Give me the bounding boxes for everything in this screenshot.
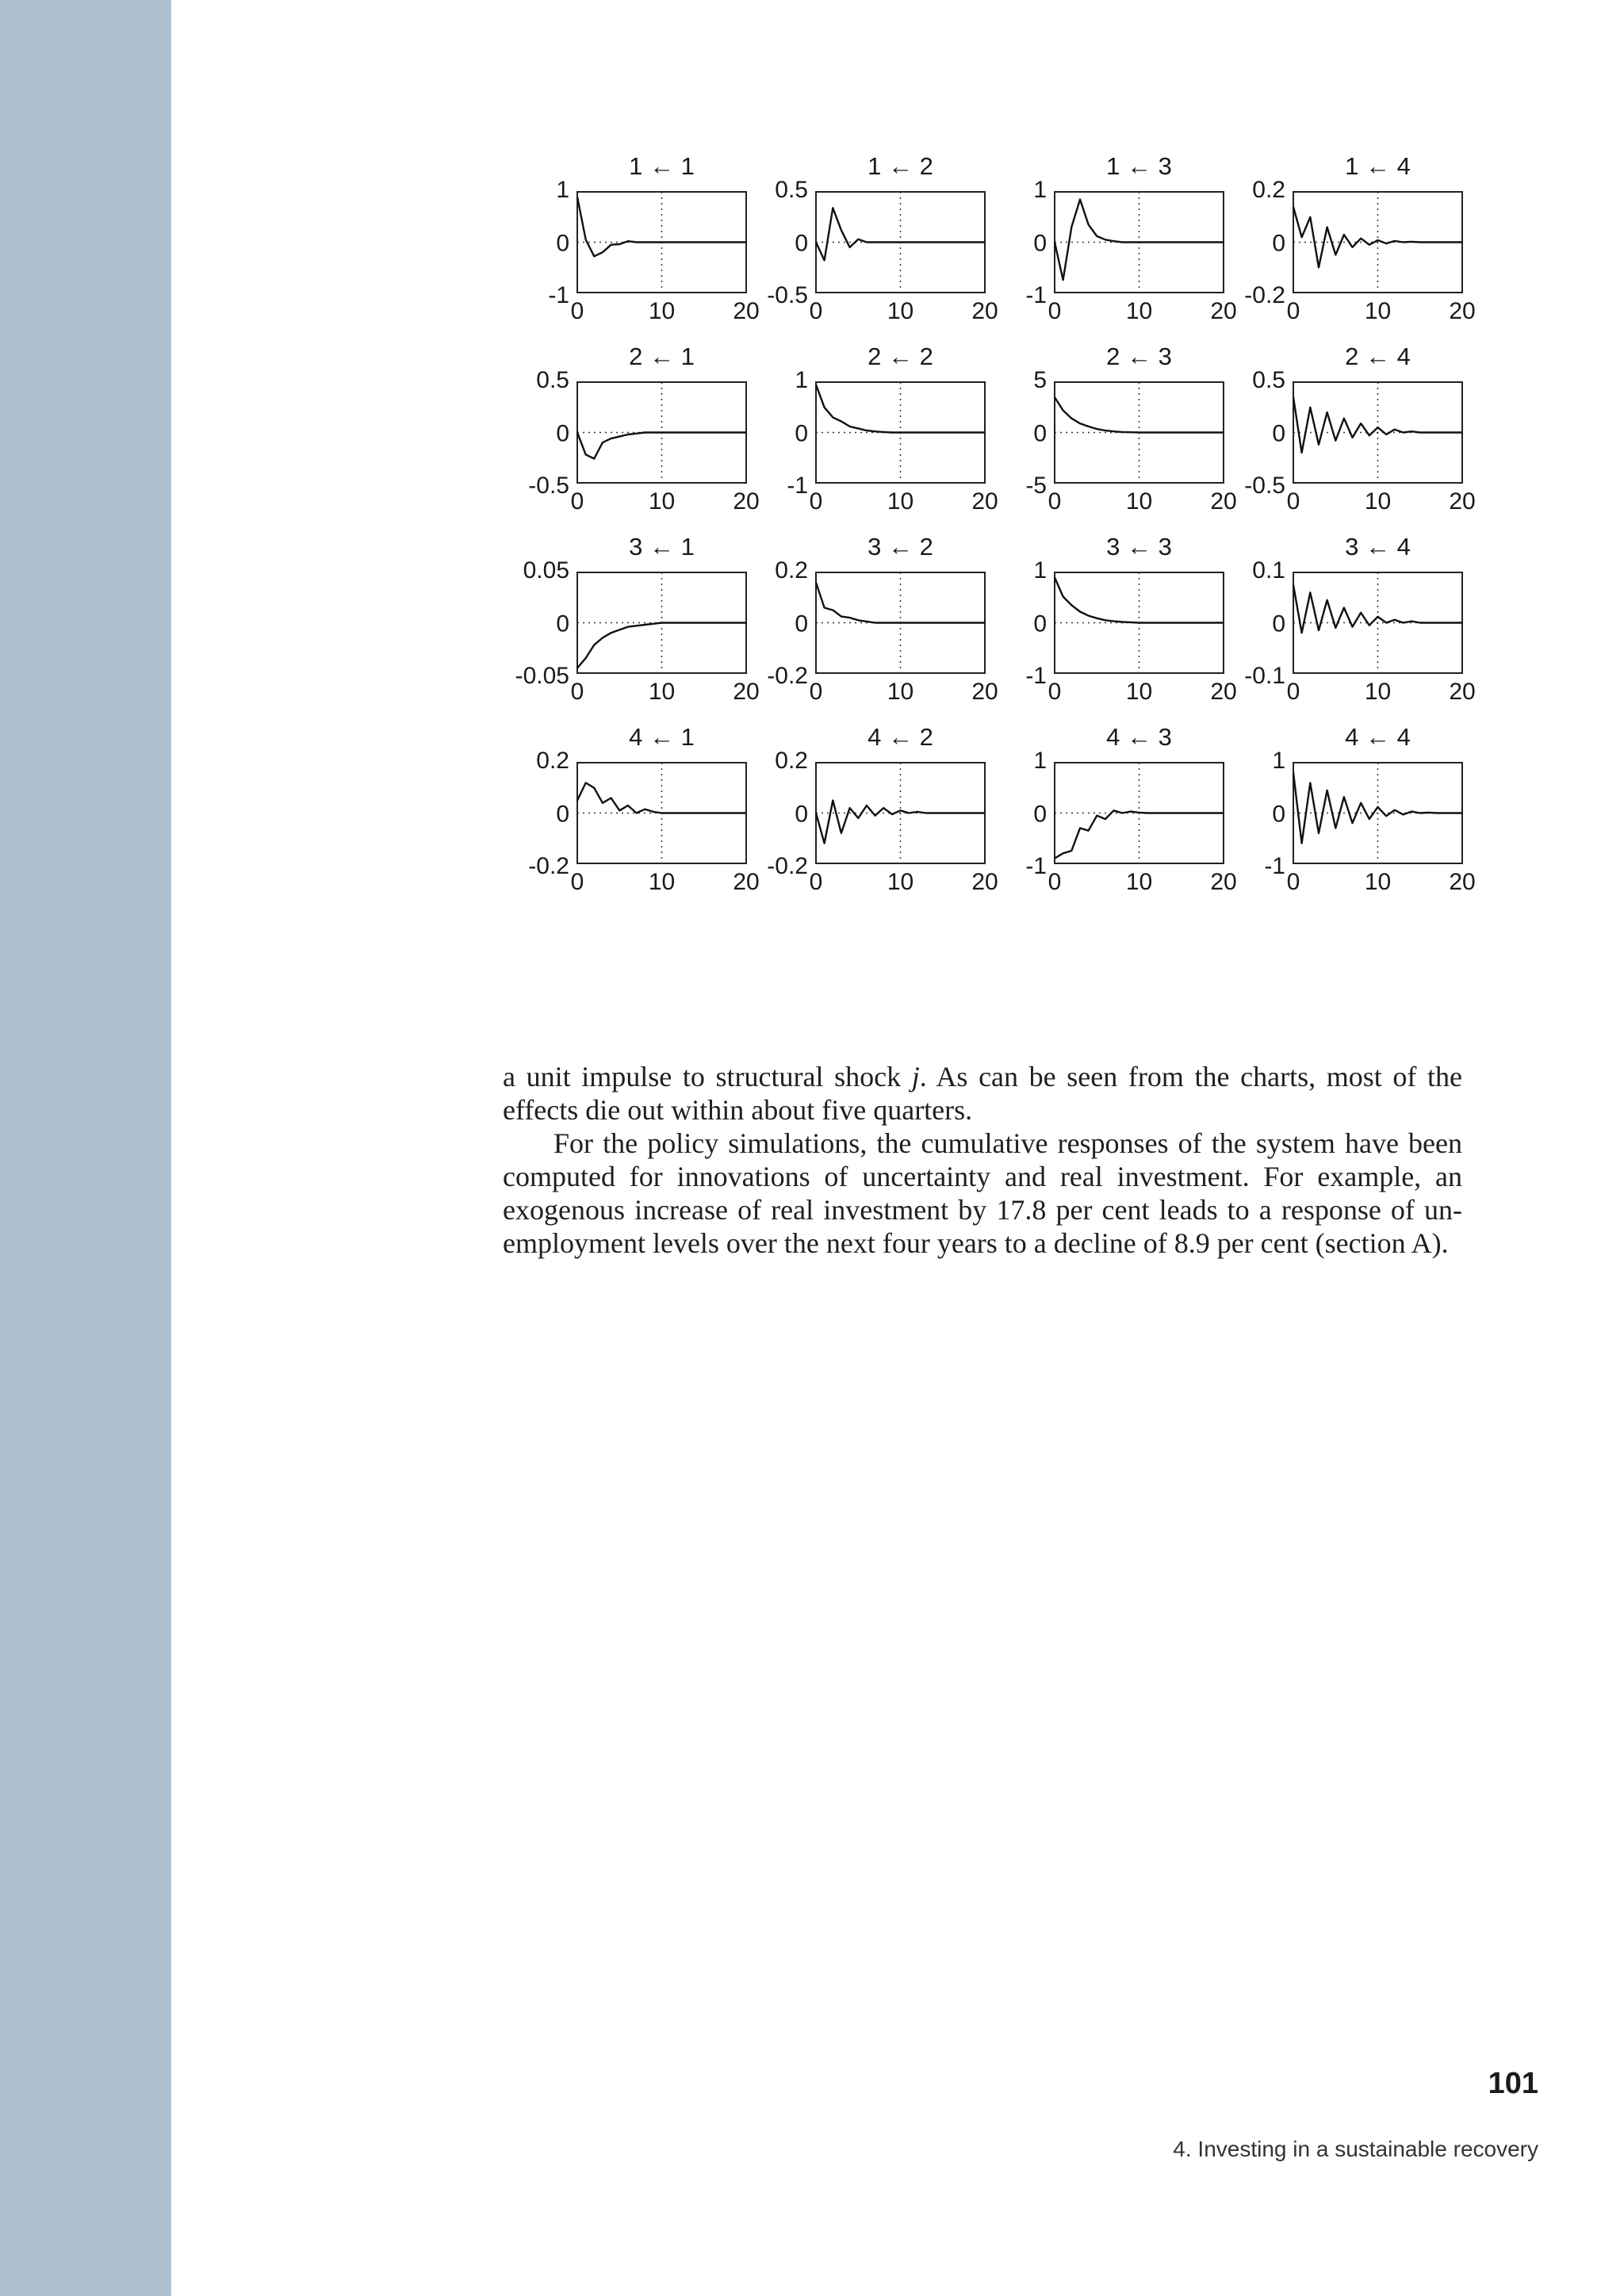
y-tick-label: -1 bbox=[1264, 853, 1285, 879]
x-tick-label: 0 bbox=[1286, 298, 1300, 324]
y-tick-label: 0 bbox=[556, 420, 569, 447]
panel-title: 1 ← 4 bbox=[1345, 152, 1411, 180]
x-tick-label: 10 bbox=[887, 679, 914, 705]
x-tick-label: 10 bbox=[887, 869, 914, 895]
panel-title: 4 ← 2 bbox=[868, 723, 933, 751]
irf-panel bbox=[1025, 342, 1236, 515]
response-line bbox=[1293, 773, 1462, 844]
panel-title: 2 ← 2 bbox=[868, 342, 933, 370]
irf-panel bbox=[515, 533, 760, 705]
y-tick-label: 0 bbox=[1272, 610, 1285, 637]
y-tick-label: 0.2 bbox=[775, 557, 808, 584]
y-tick-label: 0 bbox=[556, 230, 569, 257]
x-tick-label: 10 bbox=[1364, 298, 1392, 324]
x-tick-label: 20 bbox=[1210, 298, 1237, 324]
y-tick-label: 0.2 bbox=[536, 748, 569, 774]
x-tick-label: 20 bbox=[971, 679, 998, 705]
response-line bbox=[816, 583, 985, 623]
response-line bbox=[816, 385, 985, 432]
panel-title: 4 ← 1 bbox=[629, 723, 695, 751]
response-line bbox=[816, 208, 985, 260]
y-tick-label: 5 bbox=[1033, 367, 1047, 393]
x-tick-label: 20 bbox=[733, 679, 760, 705]
y-tick-label: 0 bbox=[1033, 420, 1047, 447]
x-tick-label: 0 bbox=[1286, 679, 1300, 705]
x-tick-label: 0 bbox=[1048, 869, 1062, 895]
x-tick-label: 20 bbox=[1210, 488, 1237, 515]
page-number: 101 bbox=[1488, 2067, 1538, 2100]
panel-title: 2 ← 3 bbox=[1106, 342, 1172, 370]
y-tick-label: -0.2 bbox=[1244, 282, 1285, 308]
x-tick-label: 10 bbox=[648, 298, 676, 324]
x-tick-label: 0 bbox=[570, 488, 584, 515]
y-tick-label: 0 bbox=[795, 230, 808, 257]
panel-title: 3 ← 4 bbox=[1345, 533, 1411, 561]
body-text bbox=[503, 1060, 1462, 1260]
x-tick-label: 10 bbox=[1125, 298, 1153, 324]
paragraph-1-end: . As can be seen from the charts, most of the effects die out within about five quarters. bbox=[503, 1061, 1462, 1126]
x-tick-label: 10 bbox=[1364, 488, 1392, 515]
y-tick-label: -0.2 bbox=[767, 853, 808, 879]
y-tick-label: 0.2 bbox=[1252, 177, 1285, 203]
y-tick-label: 1 bbox=[1033, 748, 1047, 774]
x-tick-label: 20 bbox=[733, 488, 760, 515]
paragraph-2: For the policy simulations, the cumulative responses of the system have been computed for innovations of uncertainty and real investment. For example, an exogenous increase of real investment by 17.8 per cent leads to a response of un-employment levels over the next four years to a decline of 8.9 per cent (section A). bbox=[503, 1127, 1462, 1259]
y-tick-label: 0 bbox=[1033, 801, 1047, 828]
y-tick-label: -0.2 bbox=[767, 663, 808, 689]
y-tick-label: 0 bbox=[1272, 801, 1285, 828]
panel-title: 4 ← 3 bbox=[1106, 723, 1172, 751]
y-tick-label: 0 bbox=[556, 801, 569, 828]
x-tick-label: 0 bbox=[809, 298, 823, 324]
irf-panel bbox=[1025, 533, 1236, 705]
irf-panel bbox=[767, 723, 998, 895]
y-tick-label: -1 bbox=[1025, 282, 1047, 308]
response-line bbox=[1055, 810, 1224, 858]
response-line bbox=[1293, 585, 1462, 633]
x-tick-label: 20 bbox=[1449, 679, 1476, 705]
y-tick-label: -1 bbox=[548, 282, 569, 308]
x-tick-label: 0 bbox=[809, 679, 823, 705]
y-tick-label: 0.5 bbox=[1252, 367, 1285, 393]
x-tick-label: 0 bbox=[570, 679, 584, 705]
paragraph-1 bbox=[503, 1060, 1462, 1127]
panel-title: 2 ← 1 bbox=[629, 342, 695, 370]
y-tick-label: 0 bbox=[1272, 230, 1285, 257]
impulse-response-grid bbox=[492, 135, 1483, 912]
y-tick-label: 0.5 bbox=[775, 177, 808, 203]
y-tick-label: -0.2 bbox=[528, 853, 569, 879]
y-tick-label: 0 bbox=[1033, 230, 1047, 257]
irf-panel bbox=[528, 723, 759, 895]
y-tick-label: 1 bbox=[795, 367, 808, 393]
y-tick-label: 0.1 bbox=[1252, 557, 1285, 584]
y-tick-label: 0.5 bbox=[536, 367, 569, 393]
y-tick-label: 0 bbox=[556, 610, 569, 637]
x-tick-label: 0 bbox=[1286, 488, 1300, 515]
x-tick-label: 20 bbox=[971, 298, 998, 324]
irf-panel bbox=[1264, 723, 1475, 895]
y-tick-label: -1 bbox=[1025, 663, 1047, 689]
y-tick-label: 0 bbox=[795, 801, 808, 828]
irf-panel bbox=[548, 152, 759, 324]
x-tick-label: 10 bbox=[648, 679, 676, 705]
x-tick-label: 10 bbox=[1125, 869, 1153, 895]
y-tick-label: -0.5 bbox=[1244, 473, 1285, 499]
y-tick-label: 1 bbox=[556, 177, 569, 203]
x-tick-label: 20 bbox=[971, 869, 998, 895]
y-tick-label: -5 bbox=[1025, 473, 1047, 499]
response-line bbox=[816, 801, 985, 844]
x-tick-label: 20 bbox=[1210, 679, 1237, 705]
x-tick-label: 20 bbox=[971, 488, 998, 515]
y-tick-label: -1 bbox=[1025, 853, 1047, 879]
x-tick-label: 10 bbox=[1364, 869, 1392, 895]
x-tick-label: 20 bbox=[1210, 869, 1237, 895]
y-tick-label: 1 bbox=[1033, 177, 1047, 203]
x-tick-label: 10 bbox=[1125, 488, 1153, 515]
x-tick-label: 0 bbox=[1048, 679, 1062, 705]
irf-panel bbox=[767, 533, 998, 705]
impulse-response-figure bbox=[492, 135, 1483, 916]
irf-panel bbox=[1025, 723, 1236, 895]
paragraph-1-start: a unit impulse to structural shock bbox=[503, 1061, 912, 1093]
y-tick-label: -0.5 bbox=[767, 282, 808, 308]
x-tick-label: 10 bbox=[1125, 679, 1153, 705]
x-tick-label: 0 bbox=[1048, 298, 1062, 324]
x-tick-label: 10 bbox=[887, 298, 914, 324]
y-tick-label: 0 bbox=[795, 420, 808, 447]
irf-panel bbox=[1244, 342, 1475, 515]
x-tick-label: 20 bbox=[1449, 298, 1476, 324]
x-tick-label: 0 bbox=[570, 869, 584, 895]
irf-panel bbox=[787, 342, 998, 515]
panel-title: 2 ← 4 bbox=[1345, 342, 1411, 370]
x-tick-label: 0 bbox=[1048, 488, 1062, 515]
y-tick-label: 0.2 bbox=[775, 748, 808, 774]
x-tick-label: 20 bbox=[733, 869, 760, 895]
side-color-band bbox=[0, 0, 171, 2296]
irf-panel bbox=[1025, 152, 1236, 324]
running-footer: 4. Investing in a sustainable recovery bbox=[1173, 2137, 1538, 2161]
panel-title: 4 ← 4 bbox=[1345, 723, 1411, 751]
x-tick-label: 0 bbox=[809, 869, 823, 895]
x-tick-label: 10 bbox=[648, 869, 676, 895]
x-tick-label: 20 bbox=[733, 298, 760, 324]
panel-title: 1 ← 3 bbox=[1106, 152, 1172, 180]
x-tick-label: 10 bbox=[887, 488, 914, 515]
y-tick-label: 1 bbox=[1272, 748, 1285, 774]
x-tick-label: 0 bbox=[570, 298, 584, 324]
x-tick-label: 10 bbox=[1364, 679, 1392, 705]
y-tick-label: 0.05 bbox=[523, 557, 569, 584]
y-tick-label: -0.1 bbox=[1244, 663, 1285, 689]
x-tick-label: 0 bbox=[1286, 869, 1300, 895]
x-tick-label: 20 bbox=[1449, 488, 1476, 515]
response-line bbox=[1055, 200, 1224, 281]
x-tick-label: 10 bbox=[648, 488, 676, 515]
y-tick-label: 0 bbox=[1272, 420, 1285, 447]
panel-title: 1 ← 2 bbox=[868, 152, 933, 180]
x-tick-label: 0 bbox=[809, 488, 823, 515]
y-tick-label: -0.05 bbox=[515, 663, 569, 689]
panel-title: 3 ← 2 bbox=[868, 533, 933, 561]
panel-title: 3 ← 3 bbox=[1106, 533, 1172, 561]
y-tick-label: -1 bbox=[787, 473, 808, 499]
y-tick-label: -0.5 bbox=[528, 473, 569, 499]
x-tick-label: 20 bbox=[1449, 869, 1476, 895]
shock-symbol: j bbox=[911, 1061, 920, 1093]
y-tick-label: 0 bbox=[1033, 610, 1047, 637]
panel-title: 3 ← 1 bbox=[629, 533, 695, 561]
irf-panel bbox=[1244, 533, 1475, 705]
irf-panel bbox=[528, 342, 759, 515]
y-tick-label: 0 bbox=[795, 610, 808, 637]
irf-panel bbox=[1244, 152, 1475, 324]
panel-title: 1 ← 1 bbox=[629, 152, 695, 180]
y-tick-label: 1 bbox=[1033, 557, 1047, 584]
irf-panel bbox=[767, 152, 998, 324]
